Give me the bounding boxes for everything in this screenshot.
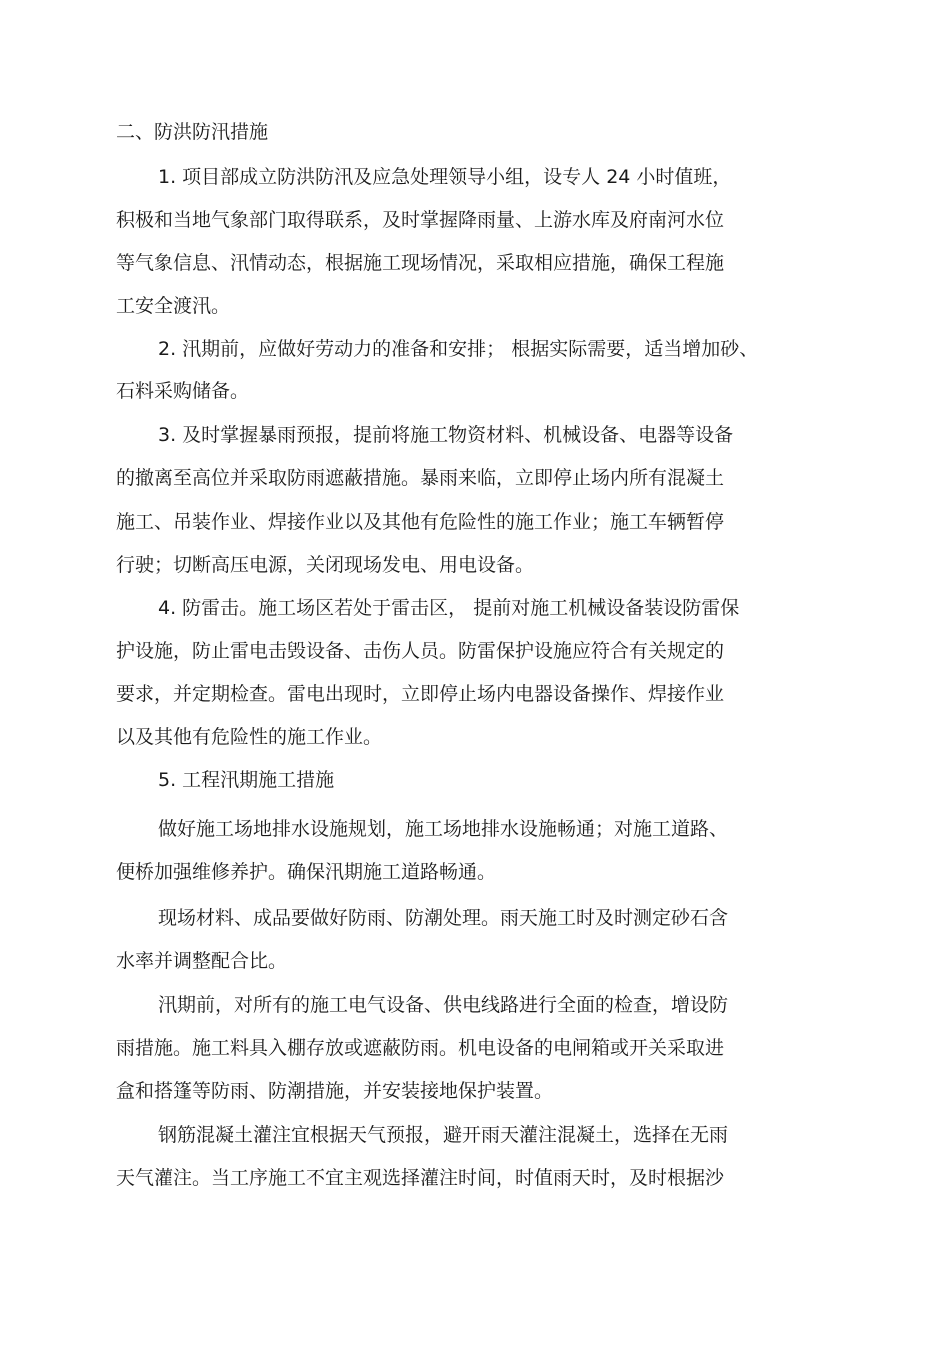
para-materials-line-1: 现场材料、成品要做好防雨、防潮处理。雨天施工时及时测定砂石含 (158, 907, 729, 929)
para-electrical-line-2: 雨措施。施工料具入棚存放或遮蔽防雨。机电设备的电闸箱或开关采取进 (116, 1037, 725, 1059)
para-drainage-line-1: 做好施工场地排水设施规划，施工场地排水设施畅通；对施工道路、 (158, 818, 729, 840)
item-1-line-1: 1. 项目部成立防洪防汛及应急处理领导小组，设专人 24 小时值班， (158, 166, 732, 188)
item-3-line-3: 施工、吊装作业、焊接作业以及其他有危险性的施工作业；施工车辆暂停 (116, 511, 725, 533)
item-3-line-4: 行驶；切断高压电源，关闭现场发电、用电设备。 (116, 554, 535, 576)
item-1-line-4: 工安全渡汛。 (116, 295, 231, 317)
item-3-line-1: 3. 及时掌握暴雨预报，提前将施工物资材料、机械设备、电器等设备 (158, 424, 734, 446)
item-4-line-1: 4. 防雷击。施工场区若处于雷击区， 提前对施工机械设备装设防雷保 (158, 597, 740, 619)
item-5-title: 5. 工程汛期施工措施 (158, 769, 335, 791)
para-concrete-line-2: 天气灌注。当工序施工不宜主观选择灌注时间，时值雨天时，及时根据沙 (116, 1167, 725, 1189)
item-4-line-2: 护设施，防止雷电击毁设备、击伤人员。防雷保护设施应符合有关规定的 (116, 640, 725, 662)
item-3-line-2: 的撤离至高位并采取防雨遮蔽措施。暴雨来临，立即停止场内所有混凝土 (116, 467, 725, 489)
para-concrete-line-1: 钢筋混凝土灌注宜根据天气预报，避开雨天灌注混凝土，选择在无雨 (158, 1124, 729, 1146)
item-1-line-3: 等气象信息、汛情动态，根据施工现场情况，采取相应措施，确保工程施 (116, 252, 725, 274)
item-1-line-2: 积极和当地气象部门取得联系，及时掌握降雨量、上游水库及府南河水位 (116, 209, 725, 231)
section-heading: 二、防洪防汛措施 (116, 121, 269, 143)
para-materials-line-2: 水率并调整配合比。 (116, 950, 288, 972)
item-4-line-3: 要求，并定期检查。雷电出现时，立即停止场内电器设备操作、焊接作业 (116, 683, 725, 705)
para-drainage-line-2: 便桥加强维修养护。确保汛期施工道路畅通。 (116, 861, 497, 883)
para-electrical-line-1: 汛期前，对所有的施工电气设备、供电线路进行全面的检查，增设防 (158, 994, 729, 1016)
item-4-line-4: 以及其他有危险性的施工作业。 (116, 726, 383, 748)
item-2-line-1: 2. 汛期前，应做好劳动力的准备和安排； 根据实际需要，适当增加砂、 (158, 338, 759, 360)
item-2-line-2: 石料采购储备。 (116, 380, 250, 402)
para-electrical-line-3: 盒和搭篷等防雨、防潮措施，并安装接地保护装置。 (116, 1080, 554, 1102)
